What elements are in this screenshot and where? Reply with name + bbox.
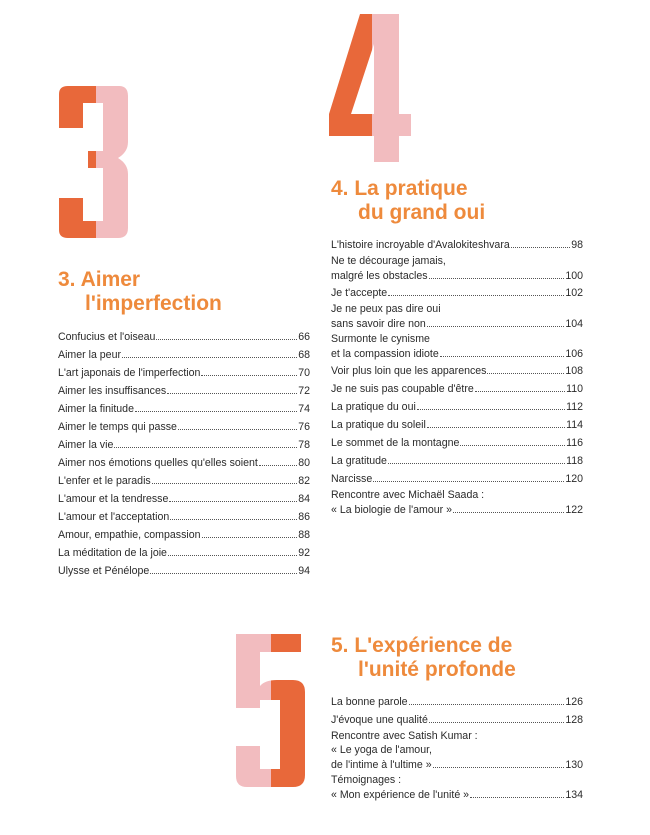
dot-leader <box>202 537 298 538</box>
page-number: 86 <box>298 511 310 523</box>
page-number: 122 <box>565 504 583 516</box>
page-number: 98 <box>571 239 583 251</box>
toc-entry-title: Narcisse <box>331 473 373 485</box>
page-number: 84 <box>298 493 310 505</box>
page-number: 112 <box>566 401 583 413</box>
toc-entry[interactable] <box>58 346 310 364</box>
page-number: 74 <box>298 403 310 415</box>
page-number: 120 <box>565 473 583 485</box>
dot-leader <box>170 519 297 520</box>
chapter-5-numeral <box>233 634 313 787</box>
toc-entry-title: L'amour et la tendresse <box>58 493 169 505</box>
toc-entry[interactable] <box>58 364 310 382</box>
page-number: 110 <box>566 383 583 395</box>
dot-leader <box>460 445 565 446</box>
toc-entry-title: Aimer la peur <box>58 349 121 361</box>
toc-entry-title: Aimer le temps qui passe <box>58 421 177 433</box>
page-number: 134 <box>565 789 583 801</box>
dot-leader <box>409 704 565 705</box>
toc-entry-title: La pratique du soleil <box>331 419 426 431</box>
toc-entry[interactable] <box>58 418 310 436</box>
dot-leader <box>475 391 565 392</box>
toc-entry[interactable] <box>58 490 310 508</box>
toc-entry[interactable] <box>331 711 583 729</box>
dot-leader <box>373 481 564 482</box>
toc-entry-title: « Mon expérience de l'unité » <box>331 789 470 801</box>
dot-leader <box>388 463 565 464</box>
page-number: 92 <box>298 547 310 559</box>
chapter-4-toc <box>331 236 583 518</box>
toc-entry-title: Je ne peux pas dire oui <box>331 303 441 315</box>
toc-entry[interactable] <box>58 472 310 490</box>
chapter-5-title-line2: l'unité profonde <box>358 658 516 681</box>
page-number: 70 <box>298 367 310 379</box>
toc-entry-title: La méditation de la joie <box>58 547 167 559</box>
toc-entry-title: Aimer les insuffisances <box>58 385 167 397</box>
toc-entry[interactable] <box>331 332 583 362</box>
toc-entry[interactable] <box>331 452 583 470</box>
page-number: 76 <box>298 421 310 433</box>
dot-leader <box>135 411 297 412</box>
toc-entry-title: La bonne parole <box>331 696 408 708</box>
page-number: 118 <box>566 455 583 467</box>
toc-entry[interactable] <box>58 544 310 562</box>
toc-entry-title: et la compassion idiote <box>331 348 439 360</box>
toc-entry-title: L'art japonais de l'imperfection <box>58 367 201 379</box>
toc-entry-title: Le sommet de la montagne <box>331 437 460 449</box>
page-number: 104 <box>565 318 583 330</box>
toc-entry-title: Rencontre avec Satish Kumar : <box>331 730 478 742</box>
toc-entry-title: Ulysse et Pénélope <box>58 565 150 577</box>
dot-leader <box>433 767 565 768</box>
page-number: 116 <box>566 437 583 449</box>
toc-entry-title: « La biologie de l'amour » <box>331 504 452 516</box>
toc-entry-title: Confucius et l'oiseau <box>58 331 156 343</box>
toc-entry-title: L'enfer et le paradis <box>58 475 151 487</box>
chapter-5-title <box>331 634 516 682</box>
toc-entry[interactable] <box>58 382 310 400</box>
toc-entry[interactable] <box>331 488 583 518</box>
dot-leader <box>511 247 570 248</box>
toc-entry-title: L'histoire incroyable d'Avalokiteshvara <box>331 239 510 251</box>
toc-entry[interactable] <box>58 562 310 580</box>
chapter-3-numeral <box>56 86 136 238</box>
dot-leader <box>169 501 297 502</box>
toc-entry[interactable] <box>331 362 583 380</box>
page-number: 100 <box>565 270 583 282</box>
chapter-4-title <box>331 177 485 225</box>
page-number: 80 <box>298 457 310 469</box>
dot-leader <box>201 375 297 376</box>
dot-leader <box>470 797 564 798</box>
page-number: 102 <box>565 287 583 299</box>
toc-entry-title: Témoignages : <box>331 774 402 786</box>
toc-entry[interactable] <box>331 773 583 803</box>
dot-leader <box>429 722 564 723</box>
toc-entry-title: sans savoir dire non <box>331 318 426 330</box>
dot-leader <box>427 326 565 327</box>
dot-leader <box>440 356 565 357</box>
dot-leader <box>487 373 564 374</box>
dot-leader <box>152 483 297 484</box>
toc-entry-title: J'évoque une qualité <box>331 714 428 726</box>
chapter-5-toc <box>331 693 583 803</box>
page-number: 68 <box>298 349 310 361</box>
toc-entry[interactable] <box>58 454 310 472</box>
page-number: 82 <box>298 475 310 487</box>
toc-entry[interactable] <box>331 398 583 416</box>
toc-entry[interactable] <box>331 434 583 452</box>
toc-entry-title: « Le yoga de l'amour, <box>331 744 432 756</box>
page-number: 126 <box>565 696 583 708</box>
toc-entry[interactable] <box>58 526 310 544</box>
chapter-3-title <box>58 268 222 316</box>
toc-entry[interactable] <box>331 693 583 711</box>
toc-entry[interactable] <box>331 416 583 434</box>
page-number: 114 <box>566 419 583 431</box>
dot-leader <box>114 447 297 448</box>
toc-entry[interactable] <box>331 729 583 773</box>
chapter-4-title-line1: 4. La pratique <box>331 177 468 200</box>
page-number: 106 <box>565 348 583 360</box>
toc-entry-title: de l'intime à l'ultime » <box>331 759 432 771</box>
page-number: 78 <box>298 439 310 451</box>
toc-entry[interactable] <box>331 470 583 488</box>
toc-entry[interactable] <box>331 380 583 398</box>
dot-leader <box>453 512 564 513</box>
toc-entry-title: malgré les obstacles <box>331 270 428 282</box>
dot-leader <box>429 278 565 279</box>
page-number: 108 <box>565 365 583 377</box>
toc-entry-title: Je ne suis pas coupable d'être <box>331 383 474 395</box>
toc-entry-title: Aimer la finitude <box>58 403 134 415</box>
dot-leader <box>150 573 297 574</box>
chapter-4-title-line2: du grand oui <box>358 201 486 224</box>
toc-entry[interactable] <box>58 400 310 418</box>
toc-entry-title: La gratitude <box>331 455 387 467</box>
toc-entry-title: Amour, empathie, compassion <box>58 529 201 541</box>
chapter-3-title-line1: 3. Aimer <box>58 268 141 291</box>
chapter-4-numeral <box>329 14 415 164</box>
dot-leader <box>168 555 297 556</box>
page-number: 88 <box>298 529 310 541</box>
toc-entry[interactable] <box>58 436 310 454</box>
toc-entry[interactable] <box>331 236 583 254</box>
page-number: 130 <box>565 759 583 771</box>
dot-leader <box>427 427 565 428</box>
page-number: 66 <box>298 331 310 343</box>
dot-leader <box>167 393 297 394</box>
toc-entry-title: Surmonte le cynisme <box>331 333 430 345</box>
dot-leader <box>388 295 564 296</box>
toc-entry[interactable] <box>331 284 583 302</box>
toc-entry[interactable] <box>58 508 310 526</box>
chapter-5-title-line1: 5. L'expérience de <box>331 634 513 657</box>
page-number: 94 <box>298 565 310 577</box>
page-number: 72 <box>298 385 310 397</box>
toc-entry-title: Aimer la vie <box>58 439 114 451</box>
dot-leader <box>259 465 297 466</box>
chapter-3-title-line2: l'imperfection <box>85 292 222 315</box>
chapter-3-toc <box>58 328 310 580</box>
dot-leader <box>156 339 297 340</box>
toc-entry[interactable] <box>331 254 583 284</box>
toc-entry-title: Ne te décourage jamais, <box>331 255 446 267</box>
toc-entry-title: L'amour et l'acceptation <box>58 511 170 523</box>
toc-entry[interactable] <box>331 302 583 332</box>
toc-entry-title: Aimer nos émotions quelles qu'elles soient <box>58 457 258 469</box>
toc-entry-title: Voir plus loin que les apparences <box>331 365 487 377</box>
toc-entry-title: La pratique du oui <box>331 401 416 413</box>
page-number: 128 <box>565 714 583 726</box>
toc-entry[interactable] <box>58 328 310 346</box>
toc-entry-title: Je t'accepte <box>331 287 388 299</box>
dot-leader <box>122 357 297 358</box>
dot-leader <box>417 409 565 410</box>
toc-entry-title: Rencontre avec Michaël Saada : <box>331 489 485 501</box>
dot-leader <box>178 429 297 430</box>
